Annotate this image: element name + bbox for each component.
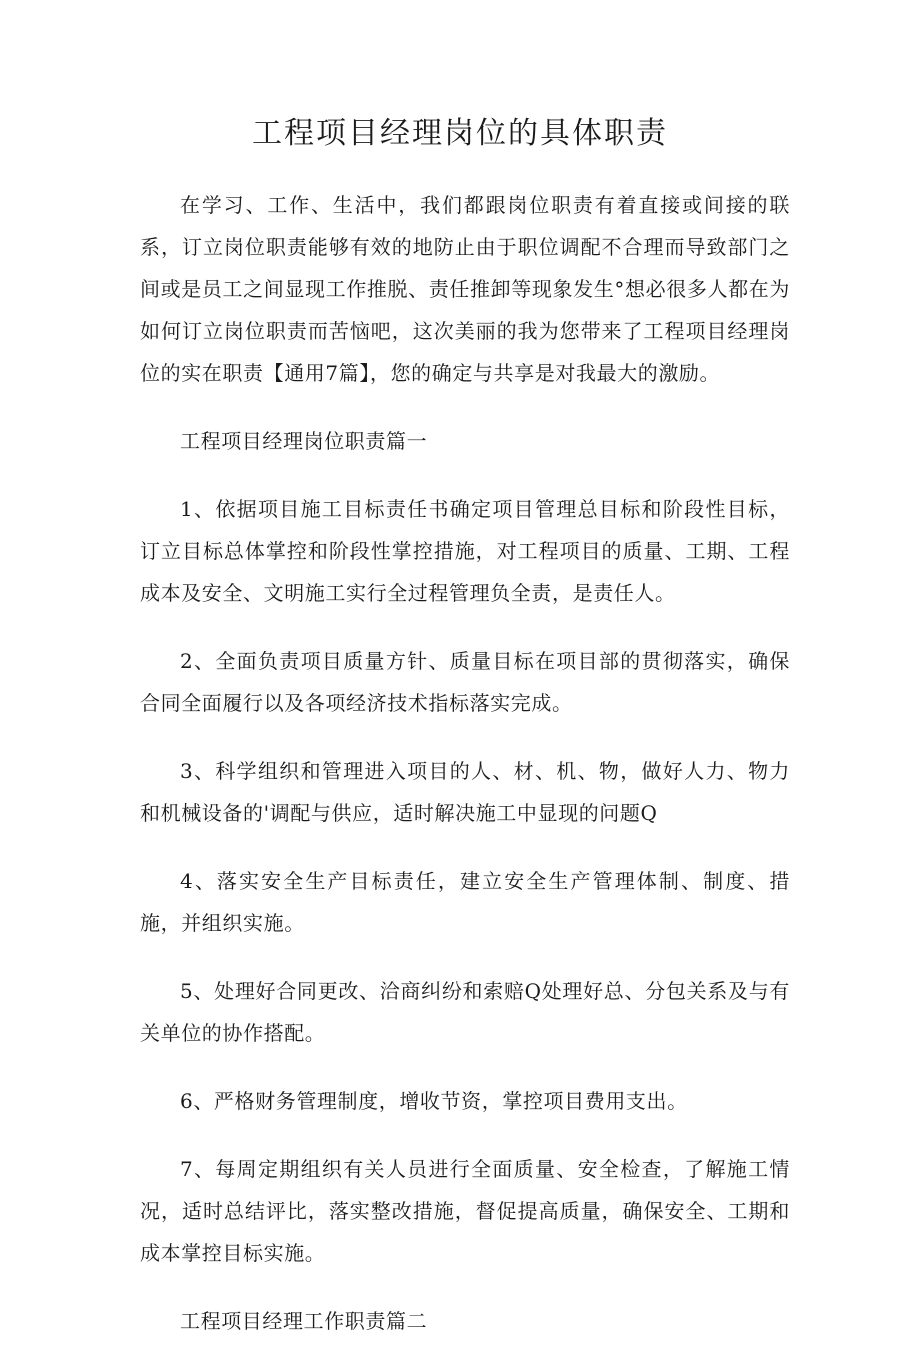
section-heading-2: 工程项目经理工作职责篇二 bbox=[180, 1309, 428, 1333]
list-item: 1、依据项目施工目标责任书确定项目管理总目标和阶段性目标，订立目标总体掌控和阶段性掌控措施，对工程项目的质量、工期、工程成本及安全、文明施工实行全过程管理负全责，是责任人。 bbox=[140, 497, 790, 605]
list-item: 3、科学组织和管理进入项目的人、材、机、物，做好人力、物力和机械设备的'调配与供应，适时解决施工中显现的问题Q bbox=[140, 759, 790, 825]
list-item: 2、全面负责项目质量方针、质量目标在项目部的贯彻落实，确保合同全面履行以及各项经济技术指标落实完成。 bbox=[140, 649, 790, 715]
list-item: 4、落实安全生产目标责任，建立安全生产管理体制、制度、措施，并组织实施。 bbox=[140, 869, 790, 935]
document-title: 工程项目经理岗位的具体职责 bbox=[252, 116, 668, 151]
intro-paragraph: 在学习、工作、生活中，我们都跟岗位职责有着直接或间接的联系，订立岗位职责能够有效的地防止由于职位调配不合理而导致部门之间或是员工之间显现工作推脱、责任推卸等现象发生°想必很多人都在为如何订立岗位职责而苦恼吧，这次美丽的我为您带来了工程项目经理岗位的实在职责【通用7篇】，您的确定与共享是对我最大的激励。 bbox=[140, 193, 790, 385]
list-item: 6、严格财务管理制度，增收节资，掌控项目费用支出。 bbox=[180, 1089, 688, 1113]
section-heading-1: 工程项目经理岗位职责篇一 bbox=[180, 429, 428, 453]
list-item: 7、每周定期组织有关人员进行全面质量、安全检查，了解施工情况，适时总结评比，落实整改措施，督促提高质量，确保安全、工期和成本掌控目标实施。 bbox=[140, 1157, 790, 1265]
document-body bbox=[140, 184, 790, 1368]
list-item: 5、处理好合同更改、洽商纠纷和索赔Q处理好总、分包关系及与有关单位的协作搭配。 bbox=[140, 979, 790, 1045]
